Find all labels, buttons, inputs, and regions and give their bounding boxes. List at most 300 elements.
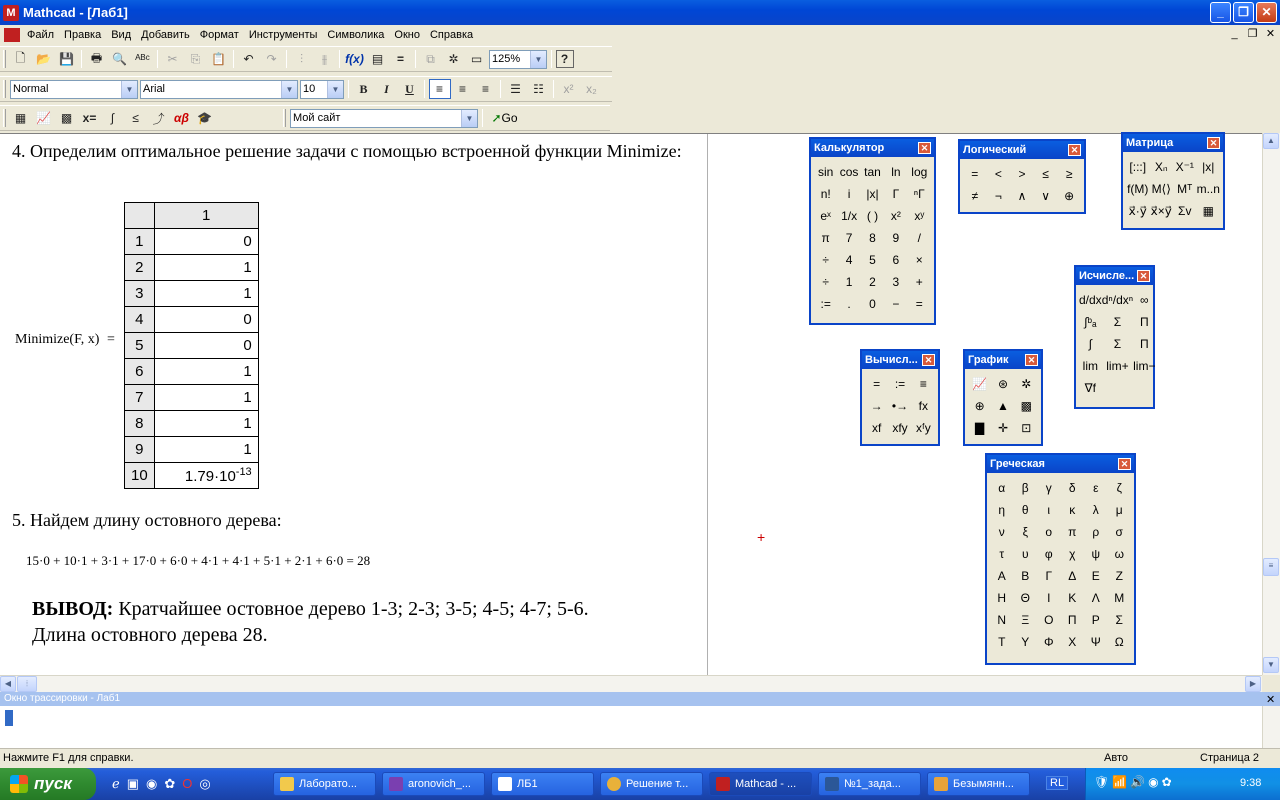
greek-key[interactable]: ν — [998, 525, 1005, 539]
chevron-down-icon[interactable]: ▼ — [461, 110, 477, 127]
folder-icon — [280, 777, 294, 791]
calculate-icon[interactable]: = — [396, 52, 404, 66]
task-label: Безымянн... — [953, 778, 1014, 790]
row-index: 4 — [125, 307, 155, 333]
mathcad-icon — [716, 777, 730, 791]
matrix-key[interactable]: X⁻¹ — [1175, 160, 1194, 174]
calculator-key[interactable]: 9 — [892, 231, 900, 245]
close-icon[interactable]: ✕ — [918, 142, 931, 154]
calculus-key[interactable]: ∞ — [1140, 293, 1149, 307]
scroll-right-icon[interactable]: ▶ — [1245, 676, 1261, 692]
greek-key[interactable]: π — [1068, 525, 1077, 539]
matrix-key[interactable]: m..n — [1196, 182, 1220, 196]
graph-key[interactable]: ▲ — [997, 399, 1009, 413]
calculator-key[interactable]: x² — [890, 209, 901, 223]
calculator-key[interactable]: 2 — [869, 275, 876, 289]
calculator-key[interactable]: 6 — [892, 253, 900, 267]
greek-title: Греческая — [990, 458, 1045, 470]
formatting-toolbar — [0, 76, 612, 102]
scroll-left-icon[interactable]: ◀ — [0, 676, 16, 692]
result-matrix[interactable] — [124, 202, 259, 489]
row-index: 9 — [125, 437, 155, 463]
graph-toolbar-icon[interactable]: 📈 — [36, 111, 51, 125]
greek-key[interactable]: Ρ — [1091, 613, 1100, 627]
calculus-key[interactable]: Π — [1139, 337, 1149, 351]
insert-unit-icon[interactable]: ▤ — [371, 52, 384, 66]
calculator-key[interactable]: ÷ — [822, 253, 829, 267]
matrix-key[interactable]: Mᵀ — [1177, 182, 1193, 196]
calculus-key[interactable]: lim — [1082, 359, 1098, 373]
menu-file[interactable]: Файл — [27, 29, 55, 41]
task-folder[interactable] — [273, 772, 376, 796]
italic-icon[interactable]: I — [384, 81, 389, 96]
sum-expression[interactable]: 15·0 + 10·1 + 3·1 + 17·0 + 6·0 + 4·1 + 4·1 + 5·1 + 2·1 + 6·0 = 28 — [26, 553, 371, 568]
calculator-key[interactable]: tan — [864, 165, 881, 179]
greek-key[interactable]: Σ — [1115, 613, 1123, 627]
conclusion-text: Кратчайшее остовное дерево 1-3; 2-3; 3-5; 4-5; 4-7; 5-6. — [113, 598, 589, 620]
menu-format[interactable]: Формат — [199, 29, 239, 41]
word-icon — [825, 777, 839, 791]
calculator-keys — [811, 157, 934, 319]
subscript-icon[interactable]: x₂ — [586, 82, 597, 96]
vertical-scrollbar[interactable] — [1262, 133, 1280, 675]
greek-key[interactable]: Ι — [1047, 591, 1051, 605]
evaluation-key[interactable]: •→ — [891, 399, 909, 413]
greek-key[interactable]: ω — [1114, 547, 1124, 561]
window-icon[interactable]: ▭ — [470, 52, 483, 66]
calculus-title: Исчисле... — [1079, 270, 1135, 282]
logic-key[interactable]: ≥ — [1065, 167, 1073, 181]
trace-close-icon[interactable]: ✕ — [1266, 694, 1276, 706]
spellcheck-icon[interactable]: ᴬᴮᶜ — [135, 52, 150, 66]
greek-key[interactable]: ο — [1045, 525, 1053, 539]
greek-key[interactable]: Ν — [997, 613, 1007, 627]
row-value: 1 — [154, 411, 258, 437]
graph-key[interactable]: ⊡ — [1021, 421, 1032, 435]
evaluation-key[interactable]: := — [894, 377, 906, 391]
task-paint[interactable] — [927, 772, 1030, 796]
taskbar — [0, 768, 1280, 800]
calculus-key[interactable]: d/dx — [1079, 293, 1102, 307]
superscript-icon[interactable]: x² — [563, 82, 574, 96]
font-size-select[interactable] — [300, 80, 344, 99]
resources-select[interactable] — [290, 109, 478, 128]
greek-key[interactable]: Α — [997, 569, 1006, 583]
matrix-key[interactable]: |x| — [1202, 160, 1215, 174]
calculator-key[interactable]: := — [820, 297, 831, 311]
document-icon[interactable] — [4, 28, 20, 42]
numbering-icon[interactable]: ☷ — [533, 82, 544, 96]
task-lb1[interactable] — [491, 772, 594, 796]
calculus-toolbar-icon[interactable]: ∫ — [110, 111, 115, 125]
evaluation-key[interactable]: xf — [871, 421, 882, 435]
start-label: пуск — [34, 774, 72, 793]
logic-key[interactable]: > — [1018, 167, 1026, 181]
insert-function-icon[interactable]: f(x) — [345, 52, 364, 66]
greek-key[interactable]: η — [998, 503, 1006, 517]
graph-key[interactable]: ✲ — [1021, 377, 1032, 391]
chevron-down-icon[interactable]: ▼ — [281, 81, 297, 98]
greek-key[interactable]: Δ — [1068, 569, 1077, 583]
align-center-icon[interactable]: ≡ — [458, 82, 466, 96]
calculator-key[interactable]: 1/x — [841, 209, 858, 223]
evaluation-toolbar-icon[interactable]: x= — [82, 111, 97, 125]
matrix-key[interactable]: ▦ — [1202, 204, 1214, 218]
opera-icon[interactable]: O — [182, 776, 193, 791]
matrix-key[interactable]: x⃗×y⃗ — [1150, 204, 1172, 218]
greek-key[interactable]: Φ — [1043, 635, 1054, 649]
row-value: 1 — [154, 359, 258, 385]
logic-key[interactable]: < — [994, 167, 1002, 181]
calculus-key[interactable]: lim− — [1133, 359, 1156, 373]
title-bar — [0, 0, 1280, 25]
calculator-key[interactable]: |x| — [866, 187, 879, 201]
help-icon[interactable]: ? — [556, 50, 574, 68]
greek-key[interactable]: Β — [1021, 569, 1030, 583]
evaluation-key[interactable]: ≡ — [919, 377, 927, 391]
bullets-icon[interactable]: ☰ — [510, 82, 521, 96]
row-index: 8 — [125, 411, 155, 437]
calculus-key[interactable]: Σ — [1113, 315, 1122, 329]
greek-key[interactable]: Η — [997, 591, 1007, 605]
evaluation-key[interactable]: xᶠy — [915, 421, 931, 435]
math-toolbar — [0, 105, 280, 131]
row-value: 1 — [154, 437, 258, 463]
menu-bar — [0, 25, 1280, 45]
graph-key[interactable]: ▩ — [1020, 399, 1032, 413]
copy-icon[interactable]: ⎘ — [190, 51, 201, 66]
greek-key[interactable]: δ — [1068, 481, 1076, 495]
minimize-label: Minimize(F, x) — [15, 332, 100, 347]
programming-toolbar-icon[interactable]: ⤴ — [152, 111, 165, 126]
document-app-icon — [389, 777, 403, 791]
greek-key[interactable]: θ — [1021, 503, 1029, 517]
graph-title: График — [968, 354, 1009, 366]
calculator-key[interactable]: ln — [891, 165, 901, 179]
greek-key[interactable]: Τ — [998, 635, 1006, 649]
matrix-key[interactable]: [:::] — [1129, 160, 1147, 174]
resource-center-icon[interactable]: ✲ — [448, 52, 459, 66]
doc-restore-button[interactable]: ❐ — [1247, 28, 1258, 40]
calculator-key[interactable]: 8 — [869, 231, 876, 245]
greek-key[interactable]: Π — [1067, 613, 1077, 627]
chrome-icon — [607, 777, 621, 791]
calculator-key[interactable]: 7 — [845, 231, 853, 245]
doc-minimize-button[interactable]: _ — [1231, 28, 1238, 40]
font-select[interactable] — [140, 80, 298, 99]
chevron-down-icon[interactable]: ▼ — [121, 81, 137, 98]
matrix-key[interactable]: f(M) — [1127, 182, 1149, 196]
evaluation-key[interactable]: → — [870, 399, 883, 413]
greek-palette — [985, 453, 1136, 665]
close-icon[interactable]: ✕ — [1207, 137, 1220, 149]
calculus-key[interactable]: dⁿ/dxⁿ — [1101, 293, 1134, 307]
calculator-key[interactable]: − — [892, 297, 900, 311]
go-button[interactable] — [487, 108, 523, 128]
matrix-key[interactable]: Σv — [1178, 204, 1192, 218]
calculator-key[interactable]: 0 — [869, 297, 876, 311]
language-indicator[interactable]: RL — [1046, 776, 1068, 790]
style-select[interactable] — [10, 80, 138, 99]
open-folder-icon[interactable]: 📂 — [36, 52, 51, 66]
greek-key[interactable]: ξ — [1022, 525, 1028, 539]
chevron-down-icon[interactable]: ▼ — [327, 81, 343, 98]
print-preview-icon[interactable]: 🔍 — [112, 52, 127, 66]
calculator-key[interactable]: ⁿΓ — [913, 187, 925, 201]
windows-logo-icon — [10, 775, 28, 793]
start-button[interactable] — [0, 768, 96, 800]
save-icon[interactable]: 💾 — [59, 52, 74, 66]
logic-key[interactable]: = — [971, 167, 979, 181]
calculator-key[interactable]: i — [847, 187, 851, 201]
menu-help[interactable]: Справка — [429, 29, 474, 41]
calculator-key[interactable]: π — [821, 231, 830, 245]
redo-icon[interactable]: ↷ — [266, 52, 277, 66]
logic-key[interactable]: ⊕ — [1064, 189, 1075, 203]
calculator-key[interactable]: . — [847, 297, 851, 311]
matrix-key[interactable]: Xₙ — [1154, 160, 1168, 174]
greek-key[interactable]: ε — [1093, 481, 1099, 495]
page-boundary — [707, 134, 708, 675]
calculus-key[interactable] — [1102, 377, 1133, 399]
greek-key[interactable]: β — [1021, 481, 1029, 495]
task-word[interactable] — [818, 772, 921, 796]
task-mathcad[interactable] — [709, 772, 812, 796]
greek-key[interactable]: Ξ — [1021, 613, 1030, 627]
calculator-key[interactable]: xʸ — [914, 209, 925, 223]
graph-key[interactable]: ▇ — [975, 421, 985, 435]
greek-keys — [987, 473, 1134, 657]
insert-component-icon[interactable]: ⧉ — [426, 51, 435, 66]
logic-key[interactable]: ≠ — [971, 189, 979, 203]
greek-key[interactable]: υ — [1021, 547, 1029, 561]
greek-key[interactable]: φ — [1044, 547, 1053, 561]
greek-key[interactable]: ρ — [1092, 525, 1100, 539]
graph-key[interactable]: ⊛ — [997, 377, 1009, 391]
go-arrow-icon: ➚ — [491, 111, 502, 125]
greek-key[interactable]: μ — [1115, 503, 1123, 517]
greek-key[interactable]: ψ — [1091, 547, 1101, 561]
greek-key[interactable]: Μ — [1114, 591, 1125, 605]
resources-value: Мой сайт — [293, 112, 341, 124]
new-file-icon[interactable]: 🗋 — [15, 50, 26, 65]
greek-key[interactable]: Θ — [1020, 591, 1030, 605]
trace-window — [0, 692, 1280, 748]
logic-key[interactable]: ∨ — [1041, 189, 1050, 203]
task-label: Лаборато... — [299, 778, 357, 790]
menu-symbolics[interactable]: Символика — [327, 29, 385, 41]
print-icon[interactable]: 🖶 — [90, 50, 103, 65]
calculator-key[interactable]: + — [915, 275, 923, 289]
close-icon[interactable]: ✕ — [1118, 458, 1131, 470]
resources-toolbar — [280, 105, 610, 131]
menu-view[interactable]: Вид — [111, 29, 132, 41]
cut-icon[interactable]: ✂ — [167, 52, 178, 66]
align-right-icon[interactable]: ≡ — [481, 82, 489, 96]
task-chrome[interactable] — [600, 772, 703, 796]
scroll-thumb[interactable]: ≡ — [1263, 558, 1279, 576]
calculus-key[interactable]: ∇f — [1084, 381, 1097, 395]
row10-exponent: -13 — [235, 466, 252, 478]
trace-caption: Окно трассировки - Лаб1 — [0, 692, 1280, 706]
row-value: 1 — [154, 281, 258, 307]
calculator-key[interactable]: 4 — [845, 253, 853, 267]
greek-key[interactable]: Κ — [1068, 591, 1077, 605]
close-icon[interactable]: ✕ — [922, 354, 935, 366]
calculator-key[interactable]: 5 — [869, 253, 876, 267]
greek-key[interactable]: ι — [1047, 503, 1051, 517]
boolean-title: Логический — [963, 144, 1027, 156]
calculus-key[interactable]: ∫ — [1088, 337, 1092, 351]
greek-key[interactable]: α — [998, 481, 1006, 495]
row-value: 1 — [154, 255, 258, 281]
matrix-keys — [1123, 152, 1223, 226]
calculus-key[interactable]: lim+ — [1106, 359, 1129, 373]
greek-key[interactable]: Ω — [1114, 635, 1124, 649]
calculator-key[interactable]: × — [915, 253, 923, 267]
zoom-select[interactable] — [489, 50, 547, 69]
close-window-button[interactable]: ✕ — [1256, 2, 1277, 23]
close-icon[interactable]: ✕ — [1068, 144, 1081, 156]
conclusion-line2: Длина остовного дерева 28. — [32, 624, 268, 646]
greek-key[interactable]: Ε — [1091, 569, 1100, 583]
matrix-title: Матрица — [1126, 137, 1174, 149]
font-value: Arial — [143, 83, 166, 95]
greek-key[interactable]: Λ — [1091, 591, 1100, 605]
calculator-key[interactable]: log — [911, 165, 928, 179]
standard-toolbar — [0, 46, 612, 72]
greek-key[interactable]: Ο — [1044, 613, 1054, 627]
greek-key[interactable]: Ζ — [1115, 569, 1123, 583]
calculator-key[interactable]: Γ — [892, 187, 900, 201]
close-icon[interactable]: ✕ — [1025, 354, 1038, 366]
logic-key[interactable]: ∧ — [1017, 189, 1027, 203]
gadget-icon[interactable]: ✿ — [164, 776, 176, 791]
row-value: 1 — [154, 385, 258, 411]
align-across-icon[interactable]: ⫶ — [299, 51, 303, 66]
status-bar — [0, 748, 1280, 768]
tray-icons[interactable]: 🛡📶🔊◉✿ — [1094, 775, 1175, 789]
calculator-key[interactable]: 1 — [845, 275, 853, 289]
close-icon[interactable]: ✕ — [1137, 270, 1150, 282]
matrix-key[interactable]: M⟨⟩ — [1151, 182, 1171, 196]
logic-key[interactable]: ¬ — [994, 189, 1002, 203]
conclusion — [32, 596, 702, 648]
undo-icon[interactable]: ↶ — [243, 52, 254, 66]
conclusion-label: ВЫВОД: — [32, 598, 114, 620]
greek-key[interactable]: Υ — [1021, 635, 1030, 649]
row10-mantissa: 1.79·10 — [184, 468, 236, 485]
menu-edit[interactable]: Правка — [64, 29, 102, 41]
menu-tools[interactable]: Инструменты — [248, 29, 318, 41]
greek-key[interactable]: σ — [1115, 525, 1123, 539]
graph-key[interactable]: 📈 — [972, 377, 988, 391]
calculator-toolbar-icon[interactable]: ▦ — [14, 111, 27, 125]
zoom-value: 125% — [492, 53, 521, 65]
minimize-expression[interactable] — [15, 332, 115, 348]
greek-toolbar-icon[interactable]: αβ — [174, 111, 189, 125]
greek-key[interactable]: λ — [1092, 503, 1099, 517]
scroll-up-icon[interactable]: ▲ — [1263, 133, 1279, 149]
graph-key[interactable]: ⊕ — [974, 399, 985, 413]
calculator-key[interactable]: / — [917, 231, 921, 245]
calculator-key[interactable]: n! — [820, 187, 831, 201]
calculator-key[interactable]: 3 — [892, 275, 900, 289]
calculus-key[interactable]: Σ — [1113, 337, 1122, 351]
media-icon[interactable]: ◉ — [146, 776, 158, 791]
greek-key[interactable]: κ — [1069, 503, 1076, 517]
row-value — [154, 463, 258, 489]
graph-key[interactable]: ✛ — [997, 421, 1009, 435]
chevron-down-icon[interactable]: ▼ — [530, 51, 546, 68]
desktop-icon[interactable]: ▣ — [126, 776, 139, 791]
boolean-toolbar-icon[interactable]: ≤ — [132, 111, 139, 125]
greek-key[interactable]: χ — [1069, 547, 1076, 561]
calculator-palette — [809, 137, 936, 325]
minimize-window-button[interactable]: _ — [1210, 2, 1231, 23]
calculator-key[interactable]: ÷ — [822, 275, 829, 289]
boolean-palette — [958, 139, 1086, 214]
menu-insert[interactable]: Добавить — [141, 29, 190, 41]
align-left-icon[interactable]: ≡ — [429, 79, 451, 99]
trace-scrollbar[interactable] — [1262, 706, 1280, 748]
trace-text-area[interactable] — [5, 710, 13, 726]
matrix-toolbar-icon[interactable]: ▩ — [60, 111, 73, 125]
greek-key[interactable]: Γ — [1045, 569, 1053, 583]
symbolic-toolbar-icon[interactable]: 🎓 — [197, 111, 212, 125]
hscroll-thumb[interactable]: ⦙ — [17, 676, 37, 692]
chrome-icon[interactable]: ◎ — [199, 776, 211, 791]
matrix-key[interactable]: x⃗·y⃗ — [1128, 204, 1147, 218]
calculator-key[interactable]: cos — [839, 165, 859, 179]
calculator-key[interactable]: eˣ — [820, 209, 831, 223]
task-label: №1_задa... — [844, 778, 901, 790]
greek-key[interactable]: γ — [1045, 481, 1052, 495]
evaluation-key[interactable]: fx — [918, 399, 928, 413]
calculus-key[interactable]: ∫ᵇₐ — [1084, 315, 1097, 329]
paste-icon[interactable]: 📋 — [211, 52, 226, 66]
greek-key[interactable]: ζ — [1116, 481, 1122, 495]
calculator-key[interactable]: sin — [818, 165, 834, 179]
system-tray — [1085, 768, 1280, 800]
bold-icon[interactable]: B — [359, 81, 368, 96]
calculator-key[interactable]: = — [915, 297, 923, 311]
evaluation-key[interactable]: xfy — [892, 421, 908, 435]
doc-close-button[interactable]: ✕ — [1265, 28, 1276, 40]
maximize-window-button[interactable]: ❐ — [1233, 2, 1254, 23]
greek-key[interactable]: Ψ — [1090, 635, 1101, 649]
logic-key[interactable]: ≤ — [1042, 167, 1049, 181]
calculator-key[interactable]: ( ) — [866, 209, 879, 223]
mathcad-app-icon[interactable]: M — [3, 5, 19, 21]
task-label: Mathcad - ... — [735, 778, 797, 790]
horizontal-scrollbar[interactable] — [0, 675, 1262, 692]
boolean-keys — [960, 159, 1084, 211]
greek-key[interactable]: τ — [999, 547, 1005, 561]
align-down-icon[interactable]: ⫵ — [321, 51, 328, 66]
graph-keys — [965, 369, 1041, 443]
menu-window[interactable]: Окно — [394, 29, 420, 41]
task-aronovich[interactable] — [382, 772, 485, 796]
task-label: Решение т... — [626, 778, 689, 790]
greek-key[interactable]: Χ — [1068, 635, 1077, 649]
ie-icon[interactable]: ℯ — [112, 776, 120, 791]
calculus-key[interactable]: Π — [1139, 315, 1149, 329]
scroll-down-icon[interactable]: ▼ — [1263, 657, 1279, 673]
underline-icon[interactable]: U — [405, 81, 414, 96]
evaluation-key[interactable]: = — [873, 377, 881, 391]
row-value: 0 — [154, 333, 258, 359]
